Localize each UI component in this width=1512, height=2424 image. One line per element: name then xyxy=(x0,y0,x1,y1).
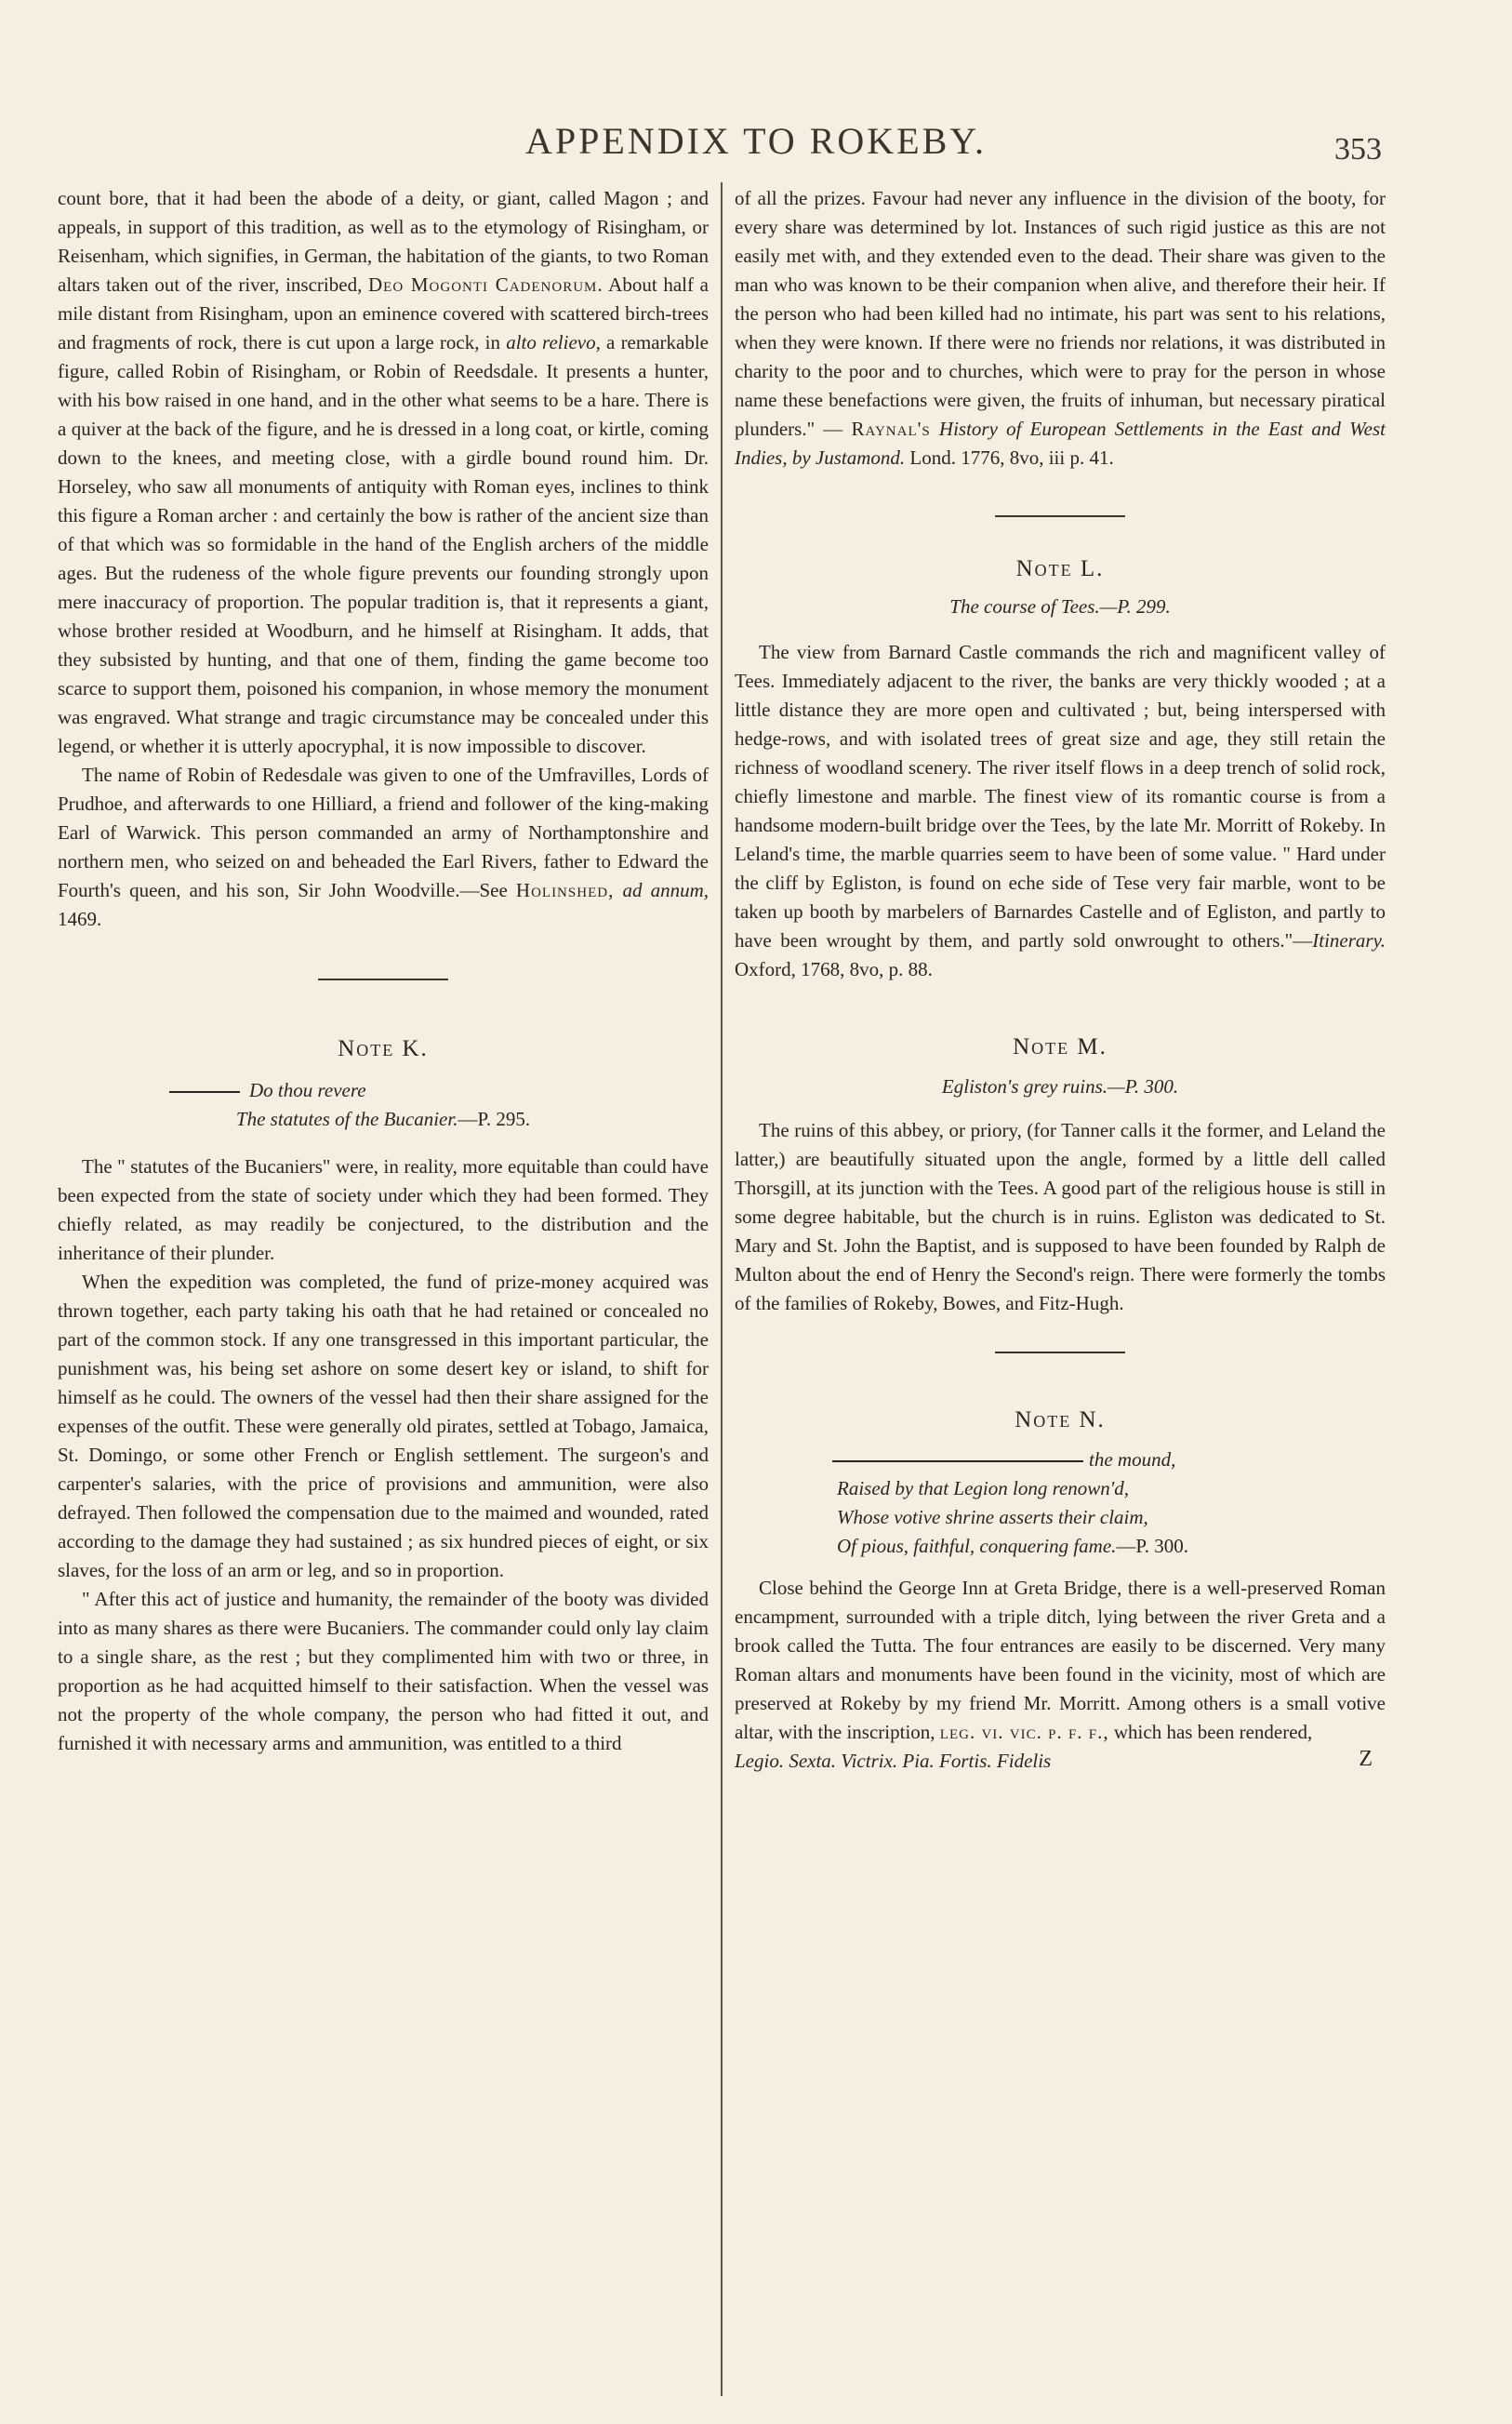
note-m-title: Note M. xyxy=(1013,1034,1107,1059)
verse-text: The course of Tees. xyxy=(949,595,1100,618)
page-ref: —P. 299. xyxy=(1099,595,1171,618)
verse-line xyxy=(735,1532,1386,1561)
italic-text: History of European Settlements in the East and West Indies, by Justamond. xyxy=(735,418,1386,469)
note-n-title: Note N. xyxy=(1015,1407,1106,1432)
verse-text: Egliston's grey ruins. xyxy=(941,1075,1108,1098)
verse-line xyxy=(735,1445,1386,1474)
left-column xyxy=(58,184,709,2398)
note-l-title: Note L. xyxy=(1015,556,1105,581)
verse-text: Do thou revere xyxy=(249,1079,366,1101)
running-head xyxy=(0,119,1512,175)
paragraph xyxy=(58,761,709,934)
page-ref: —P. 300. xyxy=(1116,1535,1189,1557)
verse-line: Whose votive shrine asserts their claim, xyxy=(837,1506,1148,1528)
italic-text: alto relievo, xyxy=(506,331,601,353)
note-m-reference xyxy=(735,1072,1386,1101)
paragraph xyxy=(735,184,1386,473)
author-ref: Raynal's xyxy=(851,418,931,440)
text: The name of Robin of Redesdale was given to one of the Umfravilles, Lords of Prudhoe, and afterwards to one Hilliard, a friend and follower of the king-making Earl of Warwick. This person commanded an army of Northamptonshire and northern men, who seized on and beheaded the Earl Rivers, father to Edward the Fourth's queen, and his son, Sir John Woodville.—See xyxy=(58,764,709,901)
page-number: 353 xyxy=(1334,132,1382,166)
text: The view from Barnard Castle commands the rich and magnificent valley of Tees. Immediately adjacent to the river, the banks are very thickly wooded ; at a little distance they are more open and cultivated ; but, being interspersed with hedge-rows, and with isolated trees of great size and age, they still retain the richness of woodland scenery. The river itself flows in a deep trench of solid rock, chiefly limestone and marble. The finest view of its romantic course is from a handsome modern-built bridge over the Tees, by the late Mr. Morritt of Rokeby. In Leland's time, the marble quarries seem to have been of some value. " Hard under the cliff by Egliston, is found on eche side of Tese very fair marble, wont to be taken up booth by marbelers of Barnardes Castelle and of Egliston, and partly to have been wrought by them, and partly sold onwrought to others."— xyxy=(735,641,1386,952)
text: count bore, that it had been the abode of a deity, or giant, called Magon ; and appeals, in support of this tradition, as well as to the etymology of Risingham, or Reisenham, which signifies, in German, the habitation of the giants, to two Roman altars taken out of the river, inscribed, xyxy=(58,187,709,296)
verse-text: The statutes of the Bucanier. xyxy=(235,1108,458,1130)
verse-text: Of pious, faithful, conquering fame. xyxy=(837,1535,1117,1557)
note-k-reference xyxy=(58,1105,709,1134)
column-divider xyxy=(721,182,723,2396)
verse-line: Raised by that Legion long renown'd, xyxy=(837,1477,1130,1499)
page-ref: —P. 295. xyxy=(458,1108,531,1130)
note-k-title: Note K. xyxy=(338,1036,429,1061)
text: of all the prizes. Favour had never any influence in the division of the booty, for every share was determined by lot. Instances of such rigid justice as this are not easily met with, and they extended even to the dead. Their share was given to the man who was known to be their companion when alive, and therefore their heir. If the person who had been killed had no intimate, his part was sent to his relations, when they were known. If there were no friends nor relations, it was distributed in charity to the poor and to churches, which were to pray for the person in whose name these benefactions were given, the fruits of inhuman, but necessary piratical plunders." — xyxy=(735,187,1386,440)
right-column xyxy=(735,184,1386,2398)
inscription: leg. vi. vic. p. f. f., xyxy=(939,1721,1109,1743)
running-title: APPENDIX TO ROKEBY. xyxy=(525,120,987,162)
author-ref: Holinshed, xyxy=(515,879,615,901)
paragraph xyxy=(735,1574,1386,1747)
inscription-rendering xyxy=(735,1747,1386,1776)
note-l-reference xyxy=(735,593,1386,621)
paragraph: When the expedition was completed, the fund of prize-money acquired was thrown together, each party taking his oath that he had retained or concealed no part of the common stock. If any one transgressed in this important particular, the punishment was, his being set ashore on some desert key or island, to shift for himself as he could. The owners of the vessel had then their share assigned for the expenses of the outfit. These were generally old pirates, settled at Tobago, Jamaica, St. Domingo, or some other French or English settlement. The surgeon's and carpenter's salaries, with the price of provisions and ammunition, were also defrayed. Then followed the compensation due to the maimed and wounded, rated according to the damage they had sustained ; as six hundred pieces of eight, or six slaves, for the loss of an arm or leg, and so in proportion. xyxy=(58,1271,709,1581)
text: Oxford, 1768, 8vo, p. 88. xyxy=(735,958,933,980)
paragraph: " After this act of justice and humanity, the remainder of the booty was divided into as many shares as there were Bucaniers. The commander could only lay claim to a single share, as the rest ; but they complimented him with two or three, in proportion as he had acquitted himself to their satisfaction. When the vessel was not the property of the whole company, the person who had fitted it out, and furnished it with necessary arms and ammunition, was entitled to a third xyxy=(58,1588,709,1754)
text: a remarkable figure, called Robin of Risingham, or Robin of Reedsdale. It presents a hunter, with his bow raised in one hand, and in the other what seems to be a hare. There is a quiver at the back of the figure, and he is dressed in a long coat, or kirtle, coming down to the knees, and meeting close, with a girdle bound round him. Dr. Horseley, who saw all monuments of antiquity with Roman eyes, inclines to think this figure a Roman archer : and certainly the bow is rather of the ancient size than of that which was so formidable in the hand of the English archers of the middle ages. But the rudeness of the whole figure prevents our founding strongly upon mere inaccuracy of proportion. The popular tradition is, that it represents a giant, whose brother resided at Woodburn, and he himself at Risingham. It adds, that they subsisted by hunting, and that one of them, finding the game become too scarce to support them, poisoned his companion, in whose memory the monument was engraved. What strange and tragic circumstance may be concealed under this legend, or whether it is utterly apocryphal, it is now impossible to discover. xyxy=(58,331,710,757)
note-k-verse-line xyxy=(58,1076,709,1105)
paragraph: The ruins of this abbey, or priory, (for Tanner calls it the former, and Leland the latter,) are beautifully situated upon the angle, formed by a little dell called Thorsgill, at its junction with the Tees. A good part of the religious house is still in some degree habitable, but the church is in ruins. Egliston was dedicated to St. Mary and St. John the Baptist, and is supposed to have been founded by Ralph de Multon about the end of Henry the Second's reign. There were formerly the tombs of the families of Rokeby, Bowes, and Fitz-Hugh. xyxy=(735,1119,1386,1314)
italic-text: Itinerary. xyxy=(1312,929,1386,952)
inscription: Deo Mogonti Cadenorum. xyxy=(368,273,603,296)
verse-text: the mound, xyxy=(1089,1448,1176,1471)
dash-rule xyxy=(169,1091,240,1093)
dash-rule xyxy=(832,1460,1083,1462)
text: 1469. xyxy=(58,908,102,930)
signature-mark: Z xyxy=(1359,1747,1373,1771)
paragraph xyxy=(58,184,709,761)
text: Lond. 1776, 8vo, iii p. 41. xyxy=(905,446,1114,469)
italic-text: ad annum, xyxy=(614,879,709,901)
text: which has been rendered, xyxy=(1108,1721,1313,1743)
text: Close behind the George Inn at Greta Bridge, there is a well-preserved Roman encampment, surrounded with a triple ditch, lying between the river Greta and a brook called the Tutta. The four entrances are easily to be discerned. Very many Roman altars and monuments have been found in the vicinity, most of which are preserved at Rokeby by my friend Mr. Morritt. Among others is a small votive altar, with the inscription, xyxy=(735,1577,1386,1743)
text: About half a mile distant from Risingham, upon an eminence covered with scattered birch-trees and fragments of rock, there is cut upon a large rock, in xyxy=(58,273,710,353)
italic-text: Legio. Sexta. Victrix. Pia. Fortis. Fidelis xyxy=(735,1750,1052,1772)
paragraph: The " statutes of the Bucaniers" were, in reality, more equitable than could have been expected from the state of society under which they had been formed. They chiefly related, as may readily be conjectured, to the distribution and the inheritance of their plunder. xyxy=(58,1155,709,1264)
paragraph xyxy=(735,638,1386,984)
page-ref: —P. 300. xyxy=(1107,1075,1179,1098)
